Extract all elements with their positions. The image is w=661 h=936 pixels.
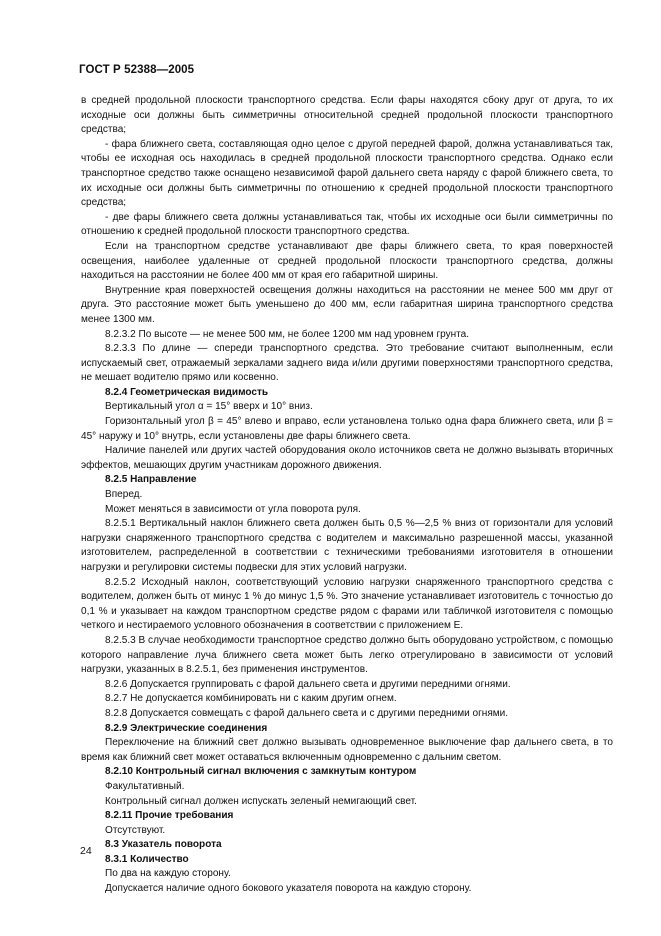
paragraph: 8.2.7 Не допускается комбинировать ни с каким другим огнем.	[105, 693, 397, 705]
paragraph: 8.2.3.2 По высоте — не менее 500 мм, не более 1200 мм над уровнем грунта.	[105, 328, 470, 340]
paragraph: 8.2.5.3 В случае необходимости транспортное средство должно быть оборудовано устройством, с помощью которого направление луча ближнего света может быть легко отрегулировано в зависимости от условий нагрузки, указанных в 8.2.5.1, без применения инструментов.	[81, 634, 613, 676]
section-heading: 8.2.4 Геометрическая видимость	[105, 386, 269, 398]
paragraph: - фара ближнего света, составляющая одно целое с другой передней фарой, должна устанавливаться так, чтобы ее исходная ось находилась в средней продольной плоскости транспортного средства. Однако если транспортное средство также оснащено независимой фарой дальнего света наряду с фарой ближнего света, то их исходные оси должны быть симметричны по отношению к средней продольной плоскости транспортного средства;	[81, 138, 613, 209]
section-heading: 8.2.10 Контрольный сигнал включения с замкнутым контуром	[105, 766, 417, 778]
paragraph: Вперед.	[105, 489, 143, 501]
standard-header: ГОСТ Р 52388—2005	[79, 64, 195, 76]
paragraph: - две фары ближнего света должны устанавливаться так, чтобы их исходные оси были симметричны по отношению к средней продольной плоскости транспортного средства.	[81, 211, 613, 238]
paragraph: Допускается наличие одного бокового указателя поворота на каждую сторону.	[105, 883, 472, 895]
paragraph: Отсутствуют.	[105, 824, 166, 836]
paragraph: Вертикальный угол α = 15° вверх и 10° вниз.	[105, 401, 313, 413]
section-heading: 8.2.5 Направление	[105, 474, 197, 486]
section-heading: 8.3 Указатель поворота	[105, 839, 222, 851]
paragraph: 8.2.6 Допускается группировать с фарой дальнего света и другими передними огнями.	[105, 678, 511, 690]
paragraph: Контрольный сигнал должен испускать зеленый немигающий свет.	[105, 795, 417, 807]
paragraph: Горизонтальный угол β = 45° влево и вправо, если установлена только одна фара ближнего света, или β = 45° наружу и 10° внутрь, если установлены две фары ближнего света.	[81, 416, 613, 442]
paragraph: Внутренние края поверхностей освещения должны находиться на расстоянии не менее 500 мм друг от друга. Это расстояние может быть уменьшено до 400 мм, если габаритная ширина транспортного средства менее 1300 мм.	[81, 284, 613, 325]
paragraph: в средней продольной плоскости транспортного средства. Если фары находятся сбоку друг от друга, то их исходные оси должны быть симметричны относительной средней продольной плоскости транспортного средства;	[81, 95, 613, 136]
paragraph: Переключение на ближний свет должно вызывать одновременное выключение фар дальнего света, в то время как ближний свет может оставаться включенным одновременно с дальним светом.	[81, 737, 613, 763]
paragraph: Факультативный.	[105, 780, 185, 792]
paragraph: 8.2.5.2 Исходный наклон, соответствующий условию нагрузки снаряженного транспортного средства с водителем, должен быть от минус 1 % до минус 1,5 %. Это значение устанавливает изготовитель с точностью до 0,1 % и указывает на каждом транспортном средстве рядом с фарами или табличкой изготовителя с помощью четкого и нестираемого условного обозначения в соответствии с приложением Е.	[81, 576, 613, 632]
section-heading: 8.2.11 Прочие требования	[105, 810, 234, 822]
paragraph: Наличие панелей или других частей оборудования около источников света не должно вызывать вторичных эффектов, мешающих другим участникам дорожного движения.	[81, 445, 613, 471]
paragraph: Если на транспортном средстве устанавливают две фары ближнего света, то края поверхностей освещения, наиболее удаленные от средней продольной плоскости транспортного средства, должны находиться на расстоянии не более 400 мм от края его габаритной ширины.	[81, 240, 613, 282]
paragraph: 8.2.5.1 Вертикальный наклон ближнего света должен быть 0,5 %—2,5 % вниз от горизонтали для условий нагрузки снаряженного транспортного средства с водителем и максимально разрешенной массы, указанной изготовителем, распределенной в соответствии с техническими требованиями изготовителя в отношении нагрузки и регулировки системы подвески для этих условий нагрузки.	[81, 518, 613, 573]
paragraph: 8.2.8 Допускается совмещать с фарой дальнего света и с другими передними огнями.	[105, 707, 509, 719]
document-body	[81, 94, 613, 897]
paragraph: 8.2.3.3 По длине — спереди транспортного средства. Это требование считают выполненным, если испускаемый свет, отражаемый зеркалами заднего вида и/или другими поверхностями транспортного средства, не мешает водителю прямо или косвенно.	[81, 343, 613, 384]
paragraph: По два на каждую сторону.	[105, 868, 231, 880]
paragraph: Может меняться в зависимости от угла поворота руля.	[105, 503, 361, 515]
page-number: 24	[80, 845, 92, 857]
section-heading: 8.3.1 Количество	[105, 853, 189, 865]
section-heading: 8.2.9 Электрические соединения	[105, 722, 268, 734]
